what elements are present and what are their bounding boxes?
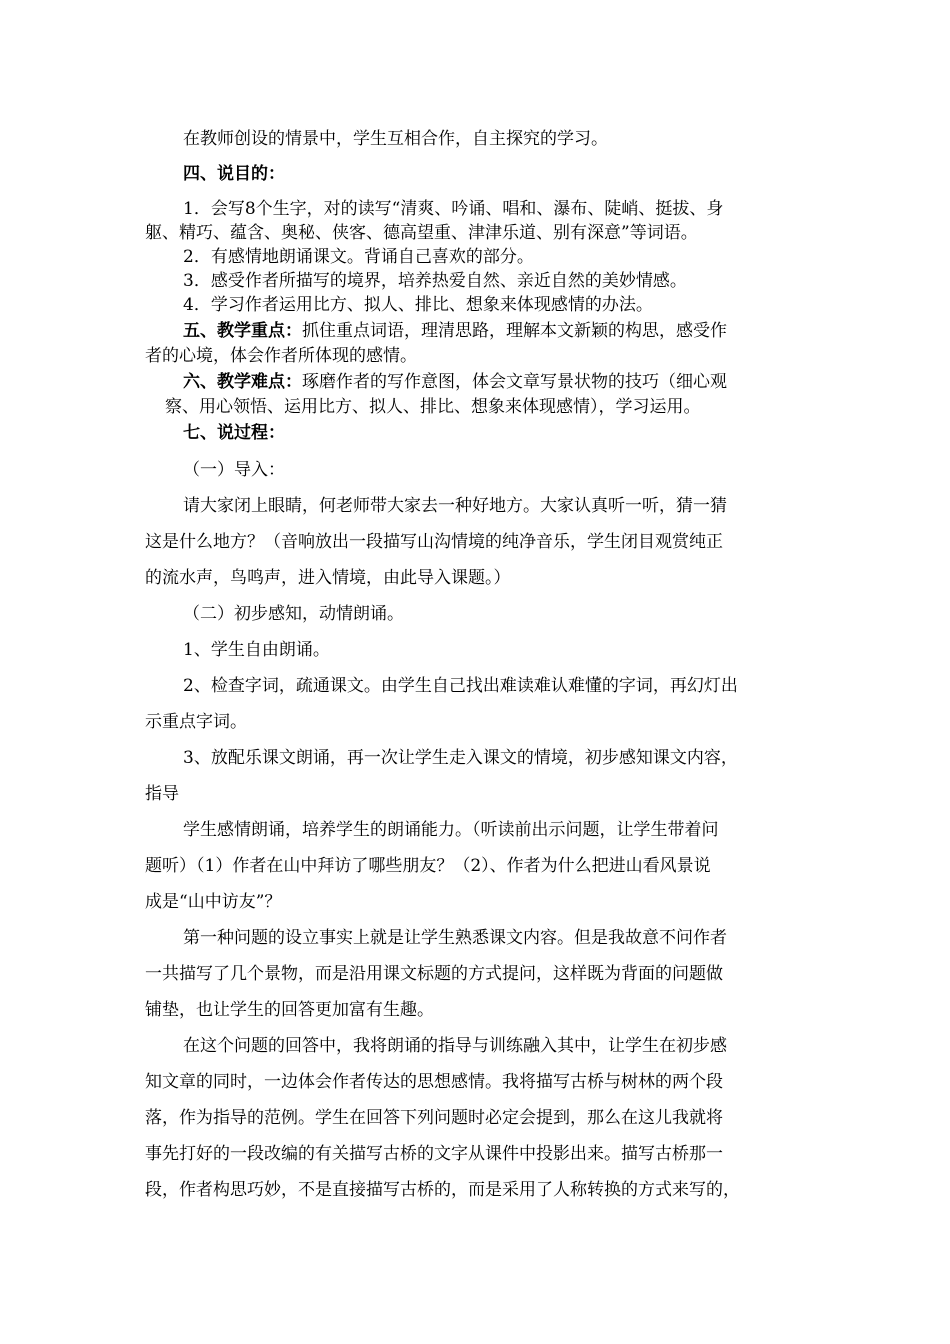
key-points-continued: 者的心境，体会作者所体现的感情。 — [145, 346, 417, 366]
goal-item-2: 2．有感情地朗诵课文。背诵自己喜欢的部分。 — [183, 247, 534, 267]
process-item-3: 3、放配乐课文朗诵，再一次让学生走入课文的情境，初步感知课文内容， — [183, 748, 738, 768]
subsection-perception: （二）初步感知，动情朗诵。 — [183, 604, 404, 624]
subsection-intro: （一）导入： — [183, 460, 285, 480]
section-heading-goals: 四、说目的： — [183, 164, 285, 184]
paragraph-line: 学生感情朗诵，培养学生的朗诵能力。（听读前出示问题，让学生带着问 — [183, 820, 719, 840]
paragraph-line: 的流水声，鸟鸣声，进入情境，由此导入课题。） — [145, 568, 511, 588]
paragraph-line: 落，作为指导的范例。学生在回答下列问题时必定会提到，那么在这儿我就将 — [145, 1108, 723, 1128]
section-heading-difficulty: 六、教学难点： — [183, 372, 302, 392]
process-item-3-continued: 指导 — [145, 784, 179, 804]
section-heading-key-points: 五、教学重点： — [183, 321, 302, 341]
paragraph-line: 在这个问题的回答中，我将朗诵的指导与训练融入其中，让学生在初步感 — [183, 1036, 727, 1056]
goal-item-1: 1．会写8个生字，对的读写“清爽、吟诵、唱和、瀑布、陡峭、挺拔、身 — [183, 199, 724, 219]
paragraph-line: 一共描写了几个景物，而是沿用课文标题的方式提问，这样既为背面的问题做 — [145, 964, 723, 984]
paragraph-line: 段，作者构思巧妙，不是直接描写古桥的，而是采用了人称转换的方式来写的， — [145, 1180, 740, 1200]
paragraph-line: 请大家闭上眼睛，何老师带大家去一种好地方。大家认真听一听，猜一猜 — [183, 496, 727, 516]
goal-item-3: 3．感受作者所描写的境界，培养热爱自然、亲近自然的美妙情感。 — [183, 271, 687, 291]
section-heading-process: 七、说过程： — [183, 423, 285, 443]
paragraph-line: 铺垫，也让学生的回答更加富有生趣。 — [145, 1000, 434, 1020]
difficulty-text: 琢磨作者的写作意图，体会文章写景状物的技巧（细心观 — [302, 372, 727, 392]
paragraph-line: 这是什么地方？（音响放出一段描写山沟情境的纯净音乐，学生闭目观赏纯正 — [145, 532, 723, 552]
paragraph-line: 知文章的同时，一边体会作者传达的思想感情。我将描写古桥与树林的两个段 — [145, 1072, 723, 1092]
paragraph-line: 在教师创设的情景中，学生互相合作，自主探究的学习。 — [183, 129, 608, 149]
key-points-text: 抓住重点词语，理清思路，理解本文新颖的构思，感受作 — [302, 321, 727, 341]
process-item-1: 1、学生自由朗诵。 — [183, 640, 330, 660]
key-points-line — [183, 320, 727, 342]
process-item-2: 2、检查字词，疏通课文。由学生自己找出难读难认难懂的字词，再幻灯出 — [183, 676, 738, 696]
goal-item-1-continued: 躯、精巧、蕴含、奥秘、侠客、德高望重、津津乐道、别有深意”等词语。 — [145, 223, 698, 243]
goal-item-4: 4．学习作者运用比方、拟人、排比、想象来体现感情的办法。 — [183, 295, 653, 315]
paragraph-line: 成是“山中访友”？ — [145, 892, 282, 912]
paragraph-line: 题听）（1）作者在山中拜访了哪些朋友？（2）、作者为什么把进山看风景说 — [145, 856, 711, 876]
difficulty-continued: 察、用心领悟、运用比方、拟人、排比、想象来体现感情），学习运用。 — [165, 397, 701, 417]
process-item-2-continued: 示重点字词。 — [145, 712, 247, 732]
difficulty-line — [183, 371, 727, 393]
paragraph-line: 事先打好的一段改编的有关描写古桥的文字从课件中投影出来。描写古桥那一 — [145, 1144, 723, 1164]
paragraph-line: 第一种问题的设立事实上就是让学生熟悉课文内容。但是我故意不问作者 — [183, 928, 727, 948]
